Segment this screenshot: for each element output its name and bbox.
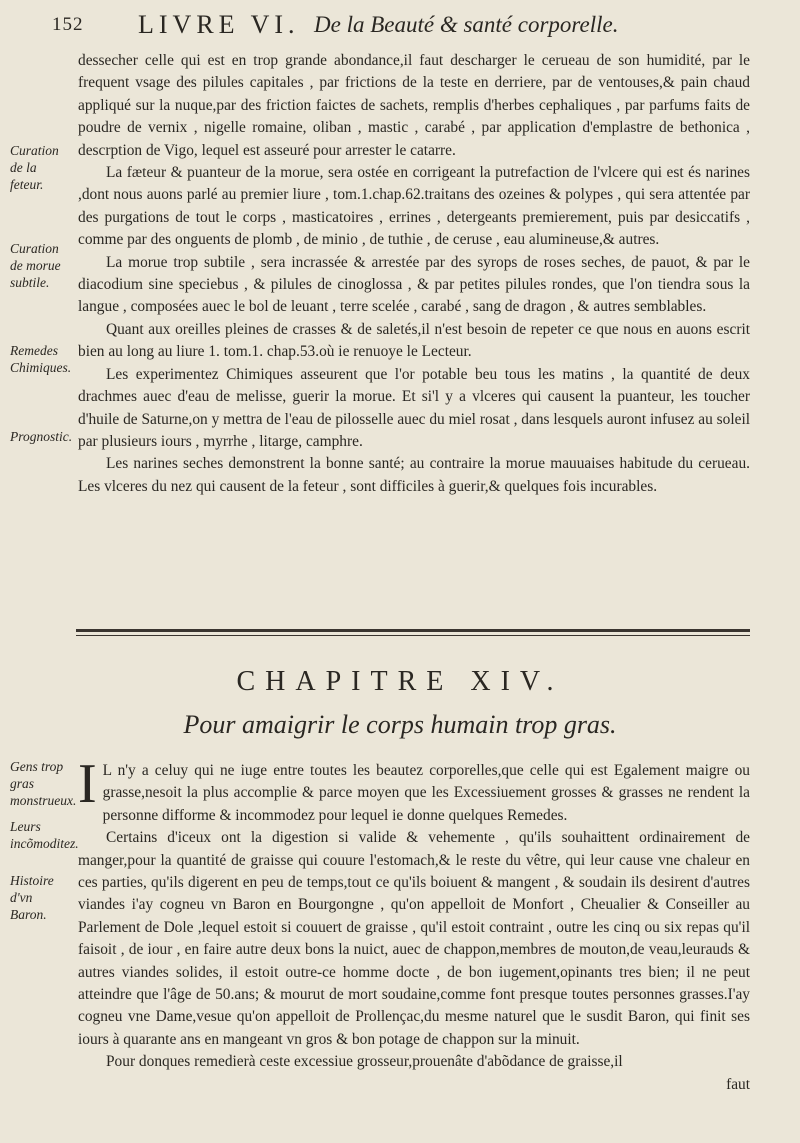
margin-note: Histoire d'vn Baron. — [10, 873, 54, 922]
paragraph: La morue trop subtile , sera incrassée & arrestée par des syrops de roses seches, de pauot, & par le diacodium sine speciebus , & pilules de cinoglossa , & par petites pilules rondes, que l'on tiendra sous la langue , composées auec le bol de leuant , terre scelée , carabé , sang de dragon , & autres semblables. — [78, 253, 750, 316]
chapter-heading: CHAPITRE XIV. — [236, 666, 564, 697]
running-title: De la Beauté & santé corporelle. — [314, 12, 619, 37]
margin-note: Curation de morue subtile. — [10, 241, 61, 290]
catchword: faut — [726, 1075, 750, 1093]
paragraph: Certains d'iceux ont la digestion si valide & vehemente , qu'ils souhaittent ordinairement de manger,pour la quantité de graisse qui couure l'estomach,& le reste du vêtre, qui leur cause vne chaleur en ces parties, qu'ils digerent en peu de temps,tout ce qu'ils boiuent & mangent , & soudain ils desirent d'autres viandes i'ay cogneu vn Baron en Bourgongne , qu'on appelloit de Monfort , Cheualier & Conseiller au Parlement de Dole ,lequel estoit si couuert de graisse , qu'il estoit contraint , outre les cinq ou six repas qu'il faisoit , de iour , en faire autre deux bons la nuict, auec de chappon,membres de mouton,de veau,leurauds & autres viandes solides, il estoit outre-ce homme docte , de bon iugement,opinants tres bien; il ne peut atteindre que l'âge de 50.ans; & mourut de mort soudaine,comme font presque toutes personnes grasses.I'ay cogneu vne Dame,vesue qu'on appelloit de Prollençac,du mesme naturel que le susdit Baron, qui finit ses iours à quarante ans en mangeant vn gros & bon potage de chappon sur la minuit. — [78, 829, 750, 1048]
paragraph-first — [78, 753, 750, 827]
paragraph: Quant aux oreilles pleines de crasses & de saletés,il n'est besoin de repeter ce que nous en auons escrit bien au long au liure 1. tom.1. chap.53.où ie renuoye le Lecteur. — [78, 320, 750, 361]
margin-note: Remedes Chimiques. — [10, 343, 72, 375]
margin-note: Curation de la feteur. — [10, 143, 59, 192]
divider-rule — [76, 629, 750, 632]
paragraph: La fæteur & puanteur de la morue, sera ostée en corrigeant la putrefaction de l'vlcere qui est és narines ,dont nous auons parlé au premier liure , tom.1.chap.62.traitans des ozeines & polypes , qui sera attentée par des purgations de tout le corps , masticatoires , errines , detergeants premierement, puis par desiccatifs , comme par des onguents de plomb , de minio , de tuthie , de ceruse , eau alumineuse,& autres. — [78, 164, 750, 249]
text-block-upper — [78, 50, 750, 498]
paragraph: dessecher celle qui est en trop grande abondance,il faut descharger le cerueau de son humidité, par le frequent vsage des pilules capitales , par frictions de la teste en derriere, par de ventouses,& pain chaud appliqué sur la nuque,par des friction faictes de sachets, remplis d'herbes cephaliques , par parfums faits de poudre de vernix , nigelle romaine, oliban , mastic , carabé , par application d'emplastre de bethonica , descrption de Vigo, lequel est asseuré pour arrester le catarre. — [78, 52, 750, 159]
running-header — [52, 10, 772, 44]
paragraph-text: L n'y a celuy qui ne iuge entre toutes les beautez corporelles,que celle qui est Egalement maigre ou grasse,nesoit la plus accomplie & parce moyen que les Excessiuement grosses & grasses ne rendent la personne difforme & incommodez pour lequel ie donne quelques Remedes. — [102, 762, 750, 824]
text-block-lower — [78, 753, 750, 1096]
chapter-subtitle: Pour amaigrir le corps humain trop gras. — [183, 710, 617, 739]
book-label: LIVRE VI. — [138, 10, 300, 39]
drop-cap: I — [78, 753, 97, 815]
page-number: 152 — [52, 14, 84, 35]
divider-rule — [76, 635, 750, 636]
paragraph: Les experimentez Chimiques asseurent que l'or potable beu tous les matins , la quantité de deux drachmes auec d'eau de melisse, guerir la morue. Et si'l y a vlceres qui causent la puanteur, les toucher d'huile de Saturne,on y mettra de l'eau de pilosselle auec du miel rosat , dans lesquels auront infusez au soleil par plusieurs iours , myrrhe , litarge, camphre. — [78, 365, 750, 450]
paragraph: Les narines seches demonstrent la bonne santé; au contraire la morue mauuaises habitude du cerueau. Les vlceres du nez qui causent de la feteur , sont difficiles à guerir,& quelques fois incurables. — [78, 455, 750, 495]
margin-note: Gens trop gras monstrueux. — [10, 759, 77, 808]
margin-note: Prognostic. — [10, 429, 73, 444]
margin-note: Leurs incõmoditez. — [10, 819, 79, 851]
paragraph: Pour donques remedierà ceste excessiue grosseur,prouenâte d'abõdance de graisse,il — [106, 1053, 623, 1071]
